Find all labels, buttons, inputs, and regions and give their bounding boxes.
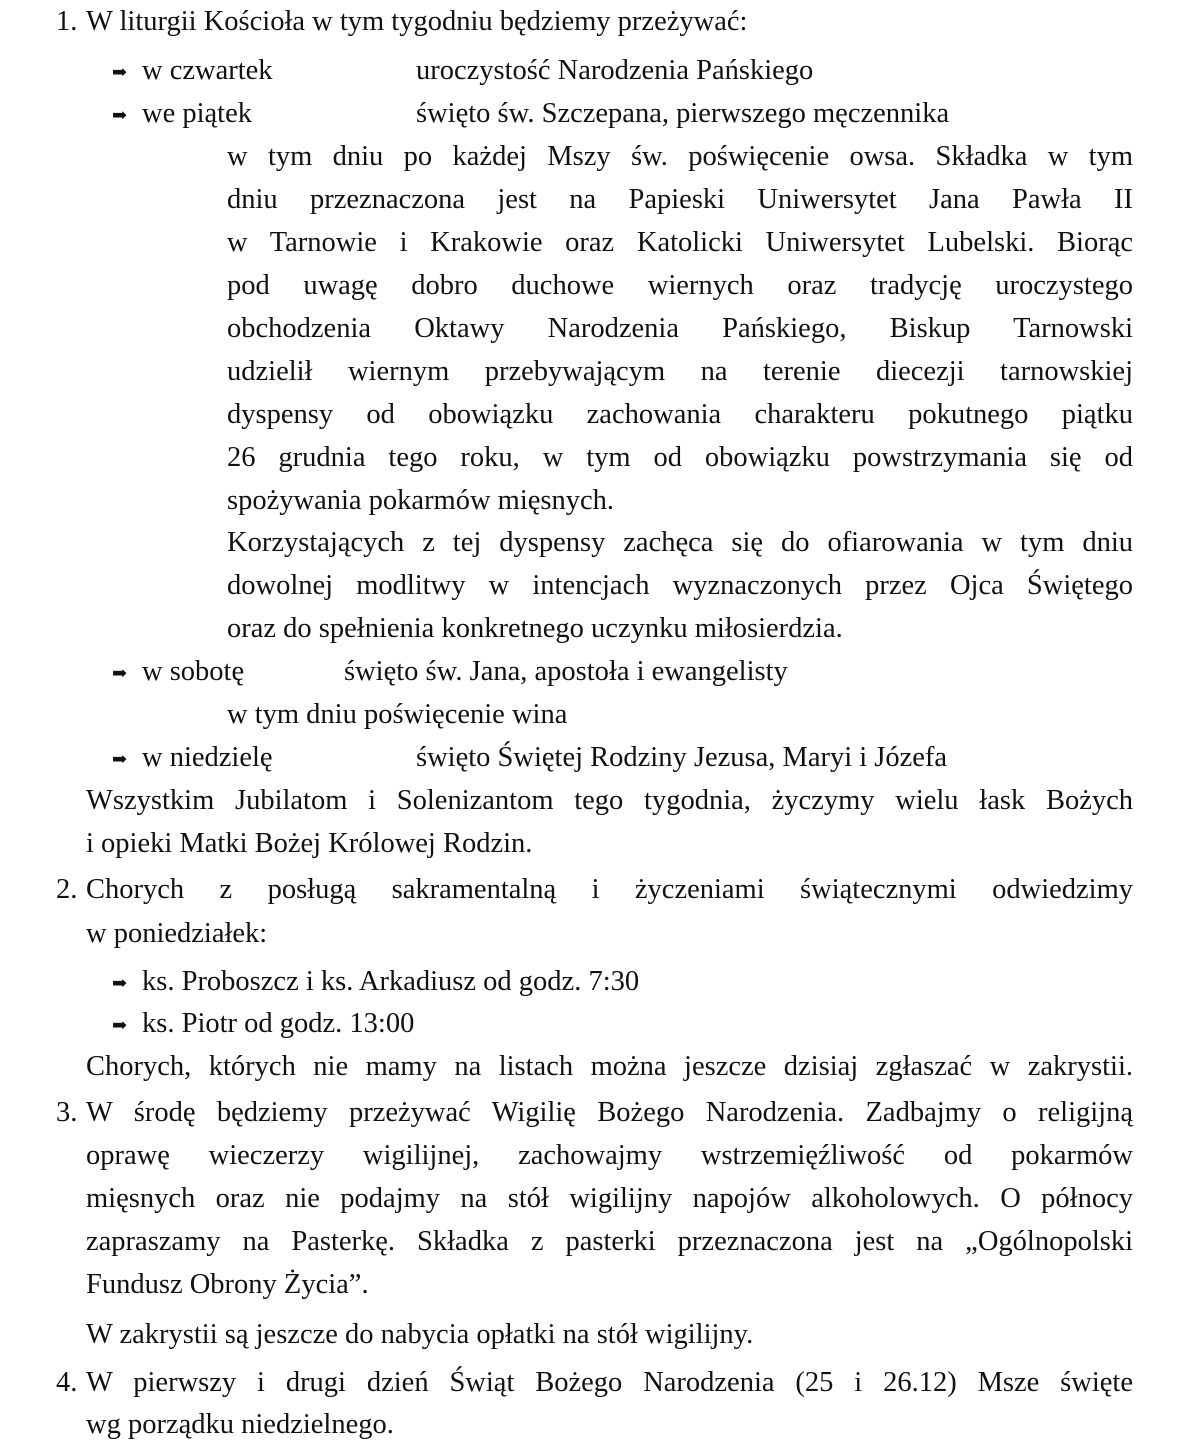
day-event: uroczystość Narodzenia Pańskiego <box>416 55 814 86</box>
day-label: w sobotę <box>142 656 245 687</box>
paragraph-line: oraz do spełnienia konkretnego uczynku miłosierdzia. <box>227 613 843 644</box>
paragraph-line: wg porządku niedzielnego. <box>86 1409 394 1440</box>
item-heading: W liturgii Kościoła w tym tygodniu będziemy przeżywać: <box>86 6 748 37</box>
paragraph-line: i opieki Matki Bożej Królowej Rodzin. <box>86 828 533 859</box>
paragraph-line: dniu przeznaczona jest na Papieski Uniwersytet Jana Pawła II <box>227 184 1133 215</box>
item-number: 1. <box>56 6 78 37</box>
paragraph-line: Korzystających z tej dyspensy zachęca się do ofiarowania w tym dniu <box>227 527 1133 558</box>
day-note: w tym dniu poświęcenie wina <box>227 699 568 730</box>
arrow-bullet-icon: ➡ <box>112 105 128 125</box>
arrow-bullet-icon: ➡ <box>112 1015 128 1035</box>
paragraph-line: 26 grudnia tego roku, w tym od obowiązku powstrzymania się od <box>227 442 1133 473</box>
day-label: w czwartek <box>142 55 273 86</box>
paragraph-line: dowolnej modlitwy w intencjach wyznaczonych przez Ojca Świętego <box>227 570 1133 601</box>
paragraph-line: pod uwagę dobro duchowe wiernych oraz tradycję uroczystego <box>227 270 1133 301</box>
day-label: w niedzielę <box>142 742 273 773</box>
paragraph-line: Chorych, których nie mamy na listach można jeszcze dzisiaj zgłaszać w zakrystii. <box>86 1051 1133 1082</box>
paragraph-line: dyspensy od obowiązku zachowania charakteru pokutnego piątku <box>227 399 1133 430</box>
day-label: we piątek <box>142 98 252 129</box>
paragraph-line: oprawę wieczerzy wigilijnej, zachowajmy wstrzemięźliwość od pokarmów <box>86 1140 1133 1171</box>
paragraph-line: W zakrystii są jeszcze do nabycia opłatki na stół wigilijny. <box>86 1319 754 1350</box>
arrow-bullet-icon: ➡ <box>112 749 128 769</box>
day-event: święto Świętej Rodziny Jezusa, Maryi i Józefa <box>416 742 948 773</box>
paragraph-line: mięsnych oraz nie podajmy na stół wigilijny napojów alkoholowych. O północy <box>86 1183 1133 1214</box>
bullet-text: ks. Proboszcz i ks. Arkadiusz od godz. 7:30 <box>142 966 640 997</box>
item-number: 3. <box>56 1097 78 1128</box>
paragraph-line: w tym dniu po każdej Mszy św. poświęcenie owsa. Składka w tym <box>227 141 1133 172</box>
arrow-bullet-icon: ➡ <box>112 663 128 683</box>
paragraph-line: W środę będziemy przeżywać Wigilię Bożego Narodzenia. Zadbajmy o religijną <box>86 1097 1133 1128</box>
paragraph-line: w poniedziałek: <box>86 918 268 949</box>
arrow-bullet-icon: ➡ <box>112 62 128 82</box>
paragraph-line: obchodzenia Oktawy Narodzenia Pańskiego, Biskup Tarnowski <box>227 313 1133 344</box>
bullet-text: ks. Piotr od godz. 13:00 <box>142 1008 415 1039</box>
paragraph-line: w Tarnowie i Krakowie oraz Katolicki Uniwersytet Lubelski. Biorąc <box>227 227 1133 258</box>
paragraph-line: W pierwszy i drugi dzień Świąt Bożego Narodzenia (25 i 26.12) Msze święte <box>86 1367 1133 1398</box>
day-event: święto św. Jana, apostoła i ewangelisty <box>344 656 788 687</box>
item-number: 2. <box>56 874 78 905</box>
paragraph-line: Fundusz Obrony Życia”. <box>86 1269 369 1300</box>
paragraph-line: Wszystkim Jubilatom i Solenizantom tego tygodnia, życzymy wielu łask Bożych <box>86 785 1133 816</box>
arrow-bullet-icon: ➡ <box>112 973 128 993</box>
paragraph-line: Chorych z posługą sakramentalną i życzeniami świątecznymi odwiedzimy <box>86 874 1133 905</box>
paragraph-line: zapraszamy na Pasterkę. Składka z pasterki przeznaczona jest na „Ogólnopolski <box>86 1226 1133 1257</box>
day-event: święto św. Szczepana, pierwszego męczennika <box>416 98 950 129</box>
paragraph-line: udzielił wiernym przebywającym na terenie diecezji tarnowskiej <box>227 356 1133 387</box>
item-number: 4. <box>56 1367 78 1398</box>
paragraph-line: spożywania pokarmów mięsnych. <box>227 485 615 516</box>
